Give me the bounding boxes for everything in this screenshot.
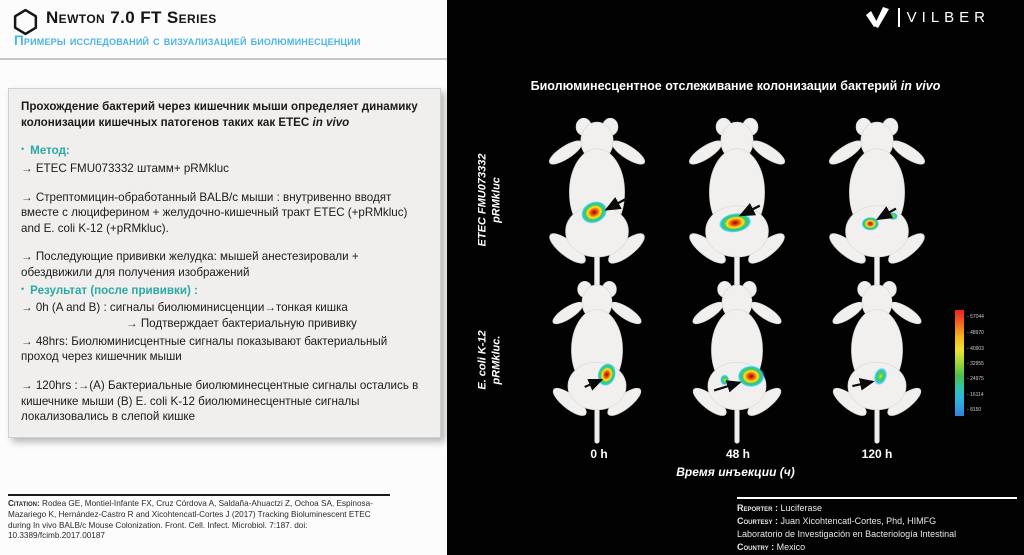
credit-reporter: Reporter : Luciferase (737, 503, 823, 513)
mouse-image (686, 118, 789, 293)
figure-title: Биолюминесцентное отслеживание колонизации бактерий in vivo (530, 79, 941, 93)
mouse-image (829, 281, 924, 443)
mice-figure (447, 95, 1024, 495)
method-heading: • Метод: (21, 144, 70, 158)
colorbar-tick: - 48970 (967, 330, 984, 336)
result-item: → 48hrs: Биолюминисцентные сигналы показывают бактериальный проход через кишечник мыши (21, 334, 388, 364)
figure-panel (447, 0, 1024, 555)
result-heading: • Результат (после прививки) : (21, 283, 198, 297)
time-label-48h: 48 h (725, 447, 751, 461)
product-title: Newton 7.0 FT Series (46, 8, 217, 27)
brand-name: VILBER (906, 9, 990, 26)
study-summary-box (8, 88, 441, 438)
vilber-logo-icon (864, 7, 891, 28)
study-title: Прохождение бактерий через кишечник мыши определяет динамику колонизации кишечных патогенов таких как ETEC in vivo (21, 100, 418, 129)
method-item: → Последующие прививки желудка: мышей анестезировали + обездвижили для получения изображений (21, 250, 359, 280)
colorbar-tick: - 40903 (967, 346, 984, 352)
time-label-120h: 120 h (861, 447, 893, 461)
vilber-logo-divider (898, 8, 900, 27)
row-label-ecoli: E. coli K-12 pRMkluc. (476, 330, 503, 390)
citation (8, 494, 390, 542)
x-axis-title: Время инъекции (ч) (676, 465, 795, 479)
slide-subtitle: Примеры исследований с визуализацией биолюминесценции (14, 33, 361, 48)
vilber-logo (864, 7, 990, 28)
row-label-etec: ETEC FMU073332 pRMkluc (476, 153, 503, 247)
intensity-colorbar (955, 310, 964, 416)
colorbar-tick: - 57044 (967, 314, 984, 320)
result-item: → Подтверждает бактериальную прививку (126, 317, 357, 331)
credit-courtesy: Courtesy : Juan Xicohtencatl-Cortes, Phd, HIMFG (737, 516, 937, 527)
bioluminescence-spot (720, 375, 729, 386)
header-divider (0, 58, 447, 60)
credit-country: Country : Mexico (737, 542, 806, 553)
credit-lab: Laboratorio de Investigación en Bacteriología Intestinal (737, 529, 957, 540)
citation-text: Rodea GE, Montiel-Infante FX, Cruz Córdova A, Saldaña-Ahuactzi Z, Ochoa SA, Espinosa-Mazariego K, Hernández-Castro R and Xicohtencatl-Cortes J (2017) Tracking Bioluminescent ETEC during In vivo BALB/c Mouse Colonization. Front. Cell. Infect. Microbiol. 7:187. doi: 10.3389/fcimb.2017.00187 (8, 499, 373, 541)
result-item: → 0h (A and B) : сигналы биолюминисценции→тонкая кишка (21, 301, 348, 315)
mouse-image (549, 281, 644, 443)
colorbar-tick: - 16114 (967, 392, 984, 398)
colorbar-ticks (967, 310, 1001, 416)
method-item: → ETEC FMU073332 штамм+ pRMkluc (21, 161, 229, 175)
bioluminescence-spot (888, 212, 898, 220)
bioluminescence-spot (738, 366, 764, 387)
bioluminescence-spot (862, 217, 879, 230)
credits (737, 497, 1017, 554)
bullet-icon: • (21, 283, 25, 294)
mouse-image (826, 118, 929, 293)
colorbar-tick: - 24975 (967, 376, 984, 382)
bullet-icon: • (21, 144, 25, 155)
colorbar-tick: - 8150 (967, 407, 981, 413)
result-item: → 120hrs :→(A) Бактериальные биолюминесцентные сигналы остались в кишечнике мыши (B) E. coli K-12 биолюминесцентные сигналы локализовались в слепой кишке (21, 378, 419, 424)
citation-label: Citation: (8, 499, 40, 508)
newton-logo-icon (12, 8, 40, 36)
mouse-image (689, 281, 784, 443)
method-item: → Стрептомицин-обработанный BALB/c мыши : внутривенно вводят вместе с люциферином + желудочно-кишечный тракт ETEC (+pRMkluc) and E. coli K-12 (+pRMkluc). (21, 190, 408, 235)
mouse-image (546, 118, 649, 293)
time-label-0h: 0 h (590, 447, 608, 461)
colorbar-tick: - 32955 (967, 361, 984, 367)
